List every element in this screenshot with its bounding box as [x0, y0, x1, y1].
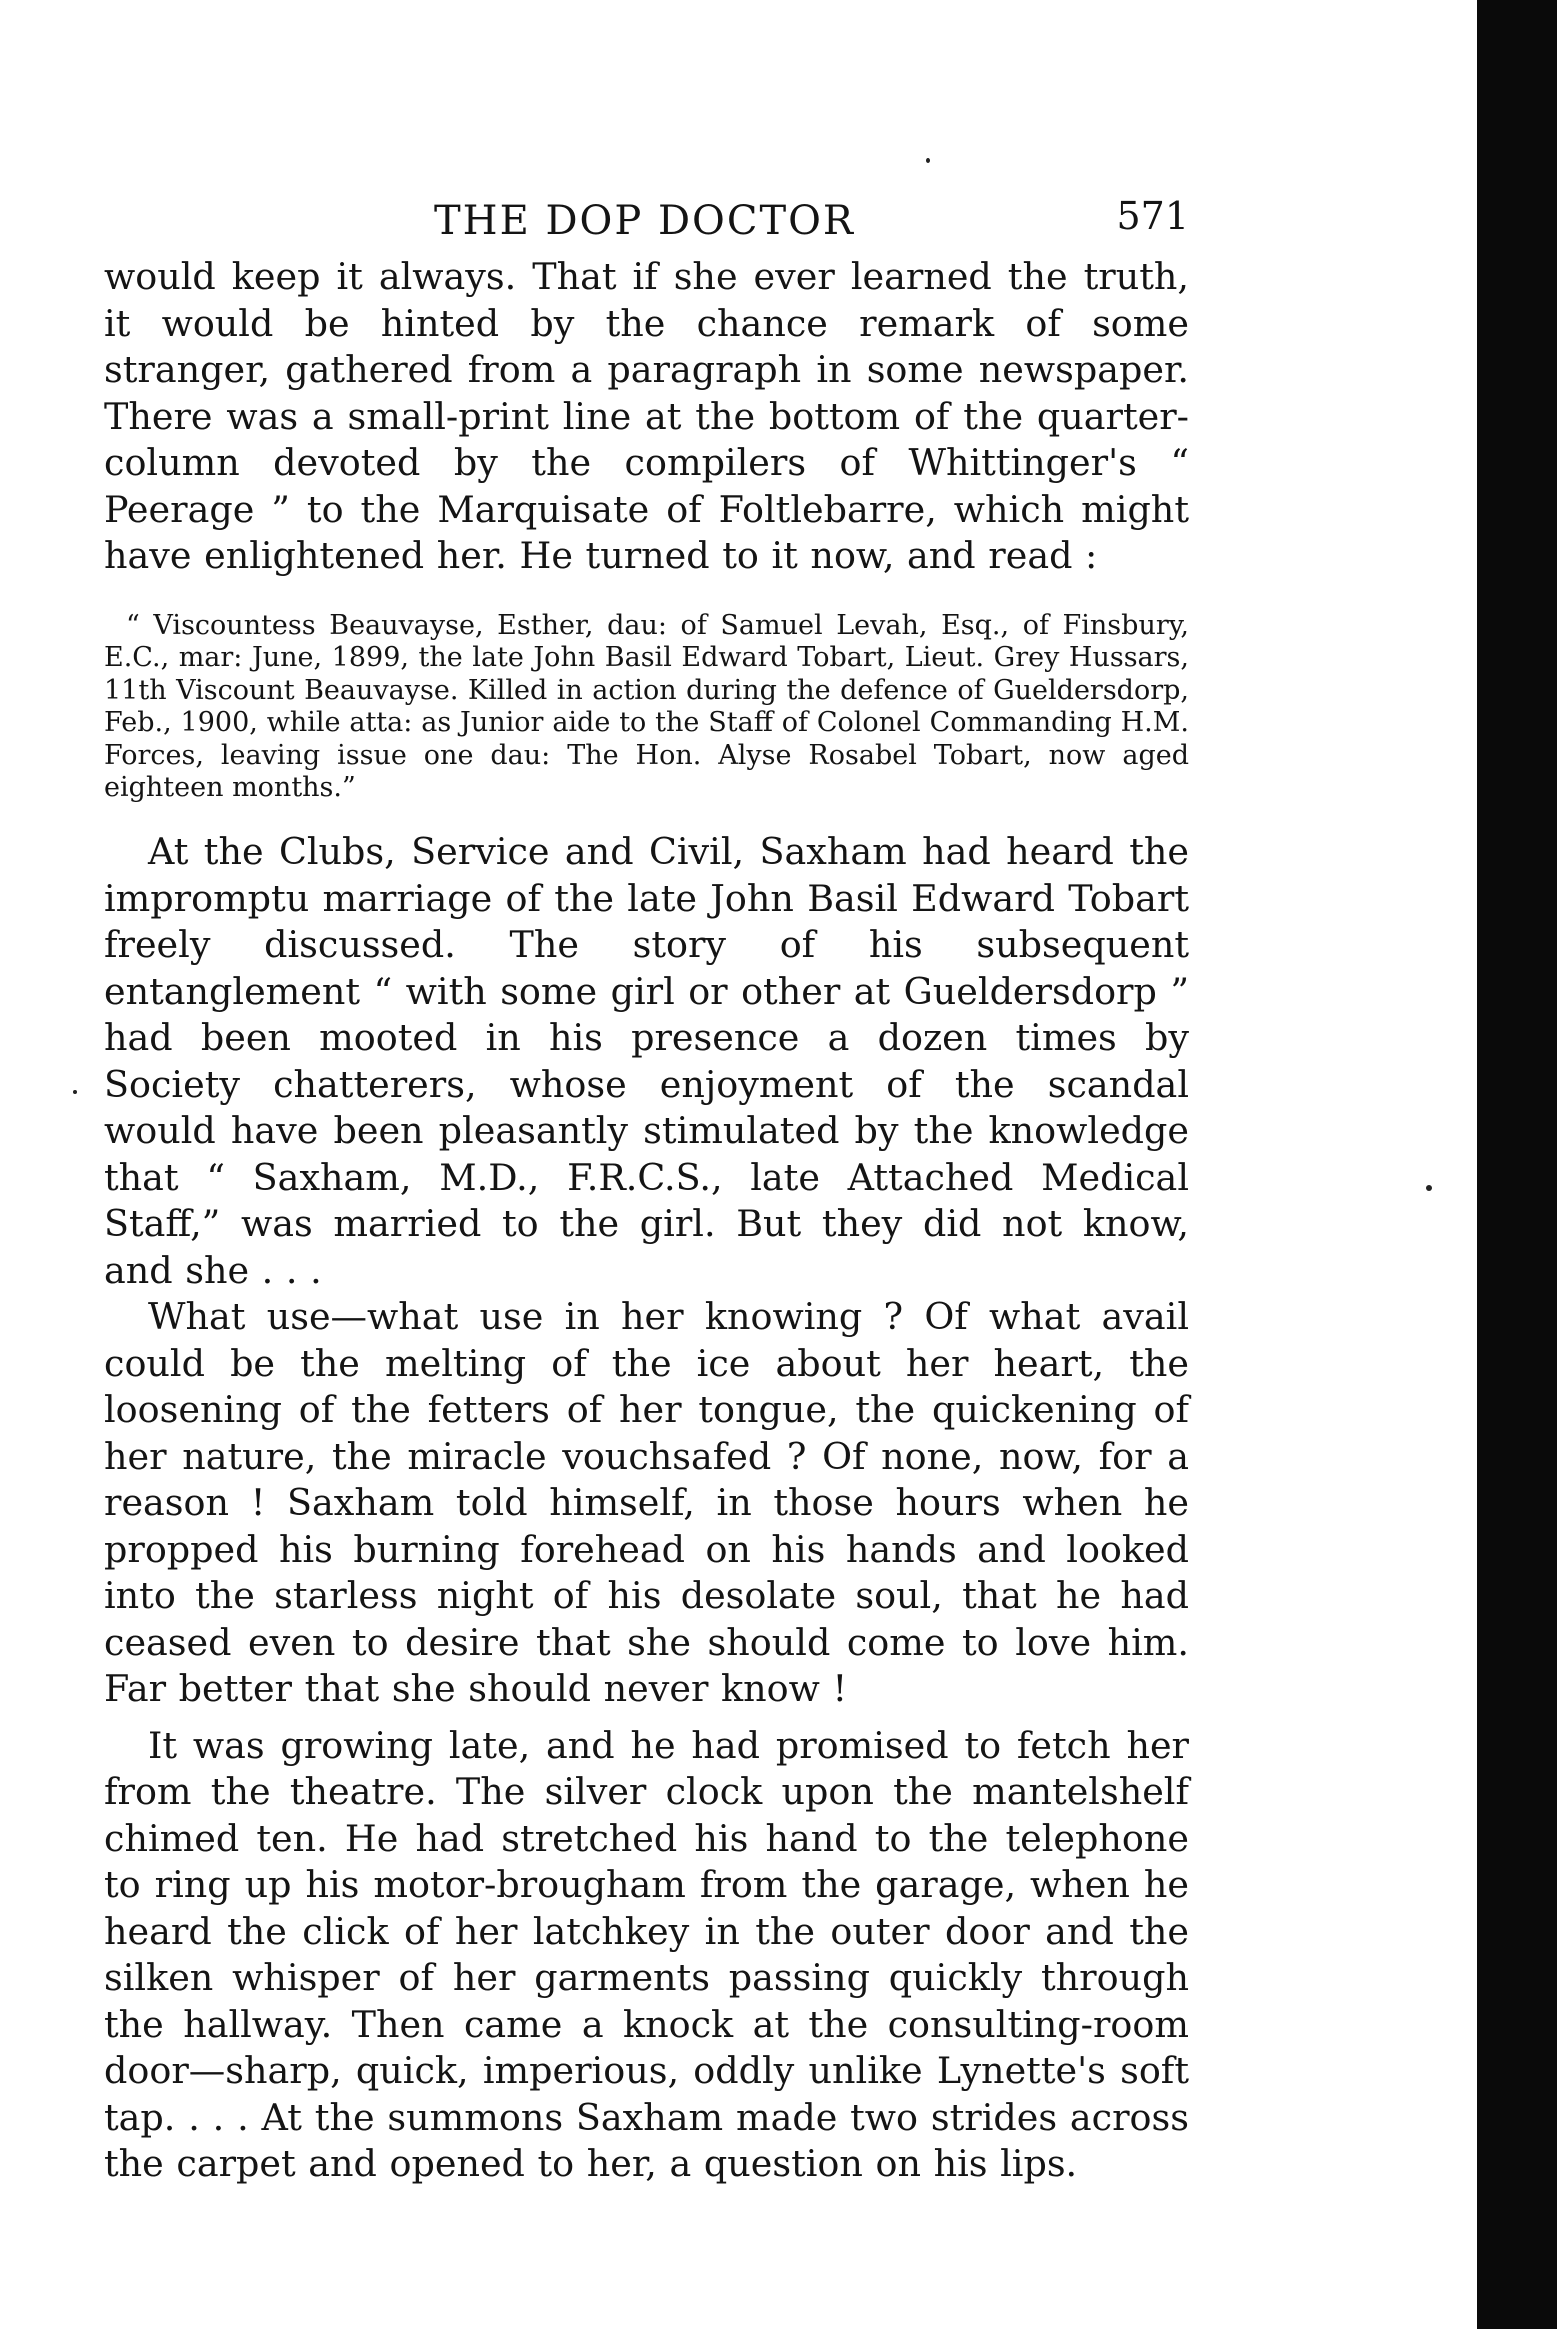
- scan-speck: [1426, 1185, 1432, 1191]
- body-paragraph: would keep it always. That if she ever learned the truth, it would be hinted by the chance remark of some stranger, gathered from a paragraph in some newspaper. There was a small-print line at the bottom of the quarter-column devoted by the compilers of Whittinger's “ Peerage ” to the Marquisate of Foltlebarre, which might have enlightened her. He turned to it now, and read :: [104, 255, 1189, 577]
- scan-border: [1477, 0, 1557, 2329]
- body-paragraph: What use—what use in her knowing ? Of what avail could be the melting of the ice about her heart, the loosening of the fetters of her tongue, the quickening of her nature, the miracle vouchsafed ? Of none, now, for a reason ! Saxham told himself, in those hours when he propped his burning forehead on his hands and looked into the starless night of his desolate soul, that he had ceased even to desire that she should come to love him. Far better that she should never know !: [104, 1295, 1189, 1711]
- body-paragraph: It was growing late, and he had promised to fetch her from the theatre. The silver clock upon the mantelshelf chimed ten. He had stretched his hand to the telephone to ring up his motor-brougham from the garage, when he heard the click of her latchkey in the outer door and the silken whisper of her garments passing quickly through the hallway. Then came a knock at the consulting-room door—sharp, quick, imperious, oddly unlike Lynette's soft tap. . . . At the summons Saxham made two strides across the carpet and opened to her, a question on his lips.: [104, 1723, 1189, 2186]
- scan-speck: [73, 1090, 77, 1094]
- page-number: 571: [1116, 194, 1189, 238]
- block-quotation: “ Viscountess Beauvayse, Esther, dau: of Samuel Levah, Esq., of Finsbury, E.C., mar: June, 1899, the late John Basil Edward Tobart, Lieut. Grey Hussars, 11th Viscount Beauvayse. Killed in action during the defence of Gueldersdorp, Feb., 1900, while atta: as Junior aide to the Staff of Colonel Commanding H.M. Forces, leaving issue one dau: The Hon. Alyse Rosabel Tobart, now aged eighteen months.”: [104, 609, 1189, 804]
- running-title: THE DOP DOCTOR: [434, 198, 856, 244]
- body-paragraph: At the Clubs, Service and Civil, Saxham had heard the impromptu marriage of the late John Basil Edward Tobart freely discussed. The story of his subsequent entanglement “ with some girl or other at Gueldersdorp ” had been mooted in his presence a dozen times by Society chatterers, whose enjoyment of the scandal would have been pleasantly stimulated by the knowledge that “ Saxham, M.D., F.R.C.S., late Attached Medical Staff,” was married to the girl. But they did not know, and she . . .: [104, 830, 1189, 1292]
- scan-speck: [926, 158, 930, 163]
- book-page: [104, 180, 1189, 2188]
- running-head: [104, 180, 1189, 244]
